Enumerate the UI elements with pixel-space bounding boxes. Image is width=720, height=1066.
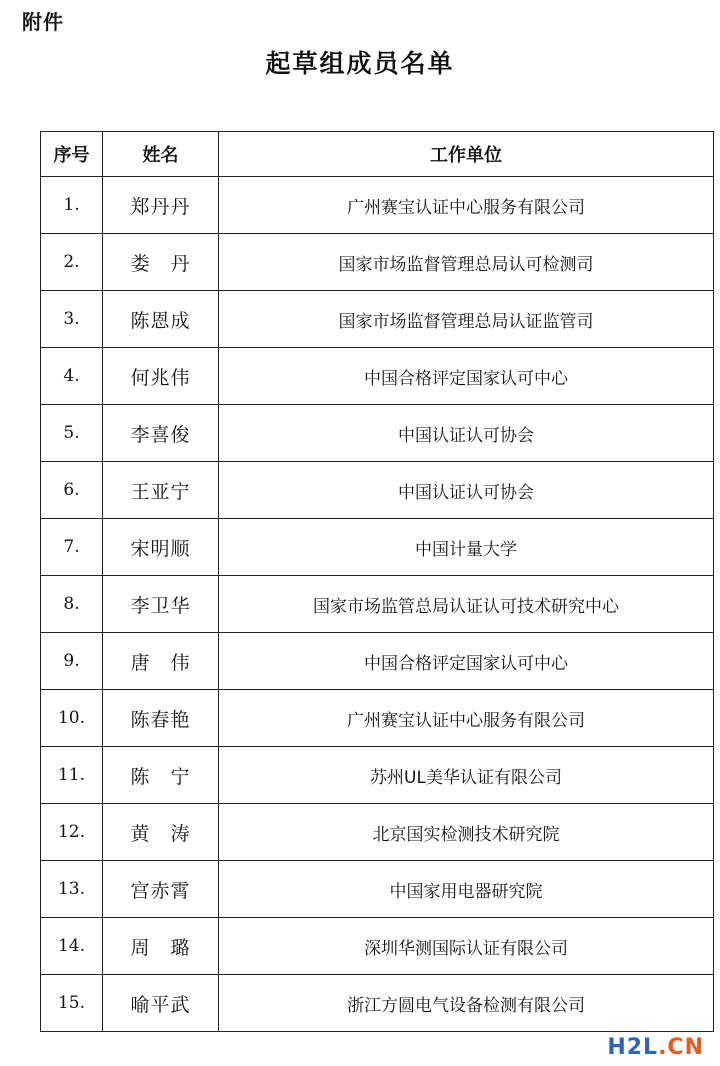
row-seq: 1. [41, 177, 103, 234]
table-row [41, 633, 714, 690]
roster-table [40, 131, 714, 1032]
row-unit: 中国认证认可协会 [219, 405, 714, 462]
row-unit: 苏州UL美华认证有限公司 [219, 747, 714, 804]
row-unit: 北京国实检测技术研究院 [219, 804, 714, 861]
row-seq: 8. [41, 576, 103, 633]
row-unit: 国家市场监督管理总局认可检测司 [219, 234, 714, 291]
row-seq: 4. [41, 348, 103, 405]
table-body [41, 177, 714, 1032]
row-unit: 广州赛宝认证中心服务有限公司 [219, 177, 714, 234]
row-unit: 浙江方圆电气设备检测有限公司 [219, 975, 714, 1032]
row-seq: 5. [41, 405, 103, 462]
attachment-label: 附件 [22, 10, 64, 34]
row-name: 宋明顺 [103, 519, 219, 576]
row-unit: 中国计量大学 [219, 519, 714, 576]
table-row [41, 804, 714, 861]
table-row [41, 177, 714, 234]
table-row [41, 519, 714, 576]
watermark-accent-text: .CN [658, 1035, 704, 1060]
header-seq: 序号 [41, 132, 103, 177]
row-unit: 国家市场监管总局认证认可技术研究中心 [219, 576, 714, 633]
row-seq: 11. [41, 747, 103, 804]
table-row [41, 690, 714, 747]
row-name: 周 璐 [103, 918, 219, 975]
row-unit: 深圳华测国际认证有限公司 [219, 918, 714, 975]
site-watermark [607, 1035, 704, 1060]
table-row [41, 576, 714, 633]
document-title: 起草组成员名单 [265, 49, 455, 78]
row-name: 李喜俊 [103, 405, 219, 462]
table-row [41, 975, 714, 1032]
row-name: 陈恩成 [103, 291, 219, 348]
row-unit: 广州赛宝认证中心服务有限公司 [219, 690, 714, 747]
table-header-row [41, 132, 714, 177]
row-name: 李卫华 [103, 576, 219, 633]
row-name: 黄 涛 [103, 804, 219, 861]
row-name: 郑丹丹 [103, 177, 219, 234]
table-row [41, 234, 714, 291]
row-name: 陈春艳 [103, 690, 219, 747]
row-name: 宫赤霄 [103, 861, 219, 918]
watermark-main-text: H2L [607, 1035, 659, 1060]
row-seq: 3. [41, 291, 103, 348]
table-row [41, 462, 714, 519]
row-unit: 中国认证认可协会 [219, 462, 714, 519]
row-name: 唐 伟 [103, 633, 219, 690]
row-seq: 9. [41, 633, 103, 690]
row-name: 喻平武 [103, 975, 219, 1032]
row-name: 王亚宁 [103, 462, 219, 519]
table-row [41, 348, 714, 405]
header-unit: 工作单位 [219, 132, 714, 177]
row-seq: 6. [41, 462, 103, 519]
table-row [41, 747, 714, 804]
row-name: 何兆伟 [103, 348, 219, 405]
row-seq: 14. [41, 918, 103, 975]
row-unit: 国家市场监督管理总局认证监管司 [219, 291, 714, 348]
row-unit: 中国合格评定国家认可中心 [219, 633, 714, 690]
table-row [41, 291, 714, 348]
table-row [41, 861, 714, 918]
row-unit: 中国家用电器研究院 [219, 861, 714, 918]
row-seq: 10. [41, 690, 103, 747]
row-name: 陈 宁 [103, 747, 219, 804]
row-seq: 2. [41, 234, 103, 291]
row-seq: 7. [41, 519, 103, 576]
header-name: 姓名 [103, 132, 219, 177]
row-unit: 中国合格评定国家认可中心 [219, 348, 714, 405]
table-row [41, 405, 714, 462]
row-seq: 13. [41, 861, 103, 918]
row-name: 娄 丹 [103, 234, 219, 291]
row-seq: 12. [41, 804, 103, 861]
table-row [41, 918, 714, 975]
row-seq: 15. [41, 975, 103, 1032]
